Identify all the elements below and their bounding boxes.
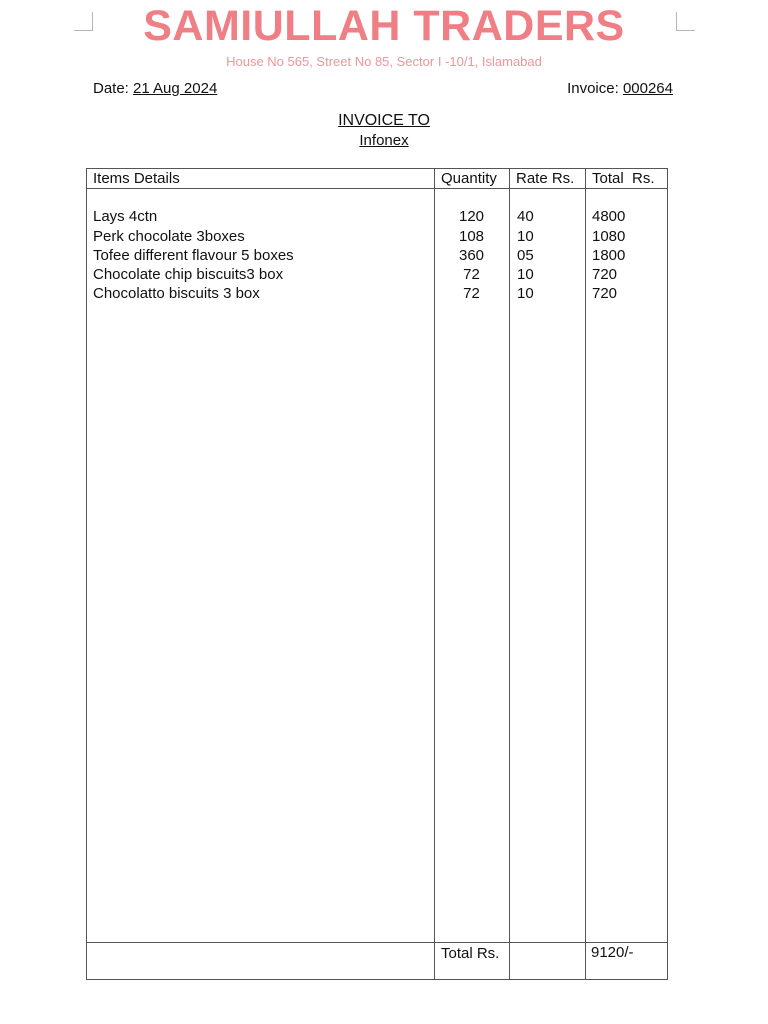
- date-field: [93, 80, 217, 97]
- row-quantity: 72: [463, 266, 480, 283]
- invoice-number-field: [567, 80, 673, 97]
- grand-total-label: Total Rs.: [441, 945, 500, 962]
- row-total: 1080: [592, 228, 626, 245]
- company-name: SAMIULLAH TRADERS: [143, 2, 625, 50]
- row-total: 720: [592, 266, 618, 283]
- row-total: 4800: [592, 208, 626, 225]
- row-item: Chocolatto biscuits 3 box: [93, 285, 260, 302]
- date-label: Date:: [93, 80, 129, 97]
- row-rate: 05: [517, 247, 534, 264]
- row-item: Lays 4ctn: [93, 208, 158, 225]
- row-rate: 10: [517, 285, 534, 302]
- column-divider-rate: [509, 168, 510, 980]
- column-header-items: Items Details: [93, 170, 180, 187]
- column-header-quantity: Quantity: [441, 170, 497, 187]
- row-quantity: 120: [458, 208, 485, 225]
- row-item: Perk chocolate 3boxes: [93, 228, 245, 245]
- client-name: Infonex: [359, 132, 409, 149]
- date-value: 21 Aug 2024: [133, 80, 218, 97]
- row-quantity: 108: [458, 228, 485, 245]
- header-row-divider: [86, 188, 668, 189]
- footer-row-divider: [86, 942, 668, 943]
- row-total: 720: [592, 285, 618, 302]
- invoice-to-title: INVOICE TO: [338, 112, 430, 129]
- grand-total-value: 9120/-: [591, 944, 634, 961]
- row-item: Chocolate chip biscuits3 box: [93, 266, 284, 283]
- row-quantity: 72: [463, 285, 480, 302]
- invoice-label: Invoice:: [567, 80, 619, 97]
- row-rate: 10: [517, 228, 534, 245]
- column-header-total: Total Rs.: [592, 170, 655, 187]
- row-total: 1800: [592, 247, 626, 264]
- column-divider-total: [585, 168, 586, 980]
- row-rate: 40: [517, 208, 534, 225]
- company-address: House No 565, Street No 85, Sector I -10/1, Islamabad: [226, 54, 542, 69]
- column-header-rate: Rate Rs.: [516, 170, 575, 187]
- row-rate: 10: [517, 266, 534, 283]
- invoice-number: 000264: [622, 80, 673, 97]
- row-item: Tofee different flavour 5 boxes: [93, 247, 294, 264]
- row-quantity: 360: [458, 247, 485, 264]
